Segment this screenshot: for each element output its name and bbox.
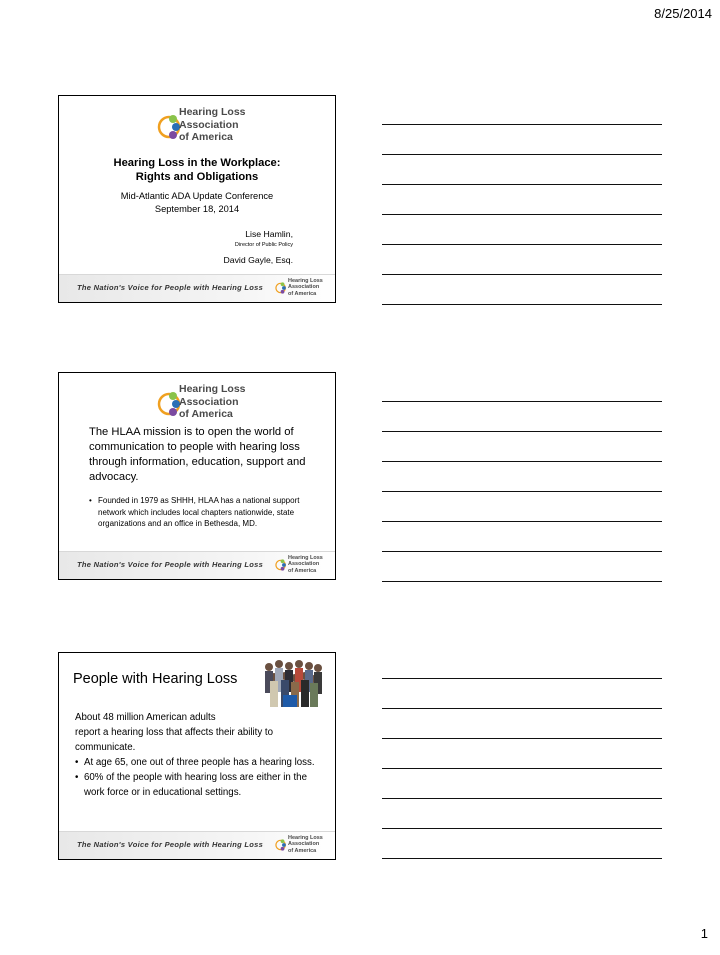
slide-1-subtitle-line-2: September 18, 2014	[154, 203, 240, 214]
slide-1-subtitle-line-1: Mid-Atlantic ADA Update Conference	[120, 191, 274, 201]
slide-1-thumbnail	[58, 95, 336, 303]
note-line	[382, 738, 662, 739]
footer-tagline: The Nation's Voice for People with Hearing Loss	[77, 283, 264, 292]
note-line	[382, 214, 662, 215]
note-line	[382, 304, 662, 305]
presenter-2-name: David Gayle, Esq.	[223, 255, 293, 265]
slide-2-bullet	[89, 495, 320, 530]
note-line	[382, 401, 662, 402]
slide-3-bullet-1-text: At age 65, one out of three people has a hearing loss.	[84, 757, 315, 768]
footer-logo	[275, 834, 331, 856]
note-line	[382, 244, 662, 245]
notes-lines-slide-2	[382, 401, 662, 611]
slide-2-mission-text: The HLAA mission is to open the world of communication to people with hearing loss through information, education, support and advocacy.	[89, 426, 306, 483]
footer-logo-line-1: Hearing Loss	[288, 835, 323, 841]
hlaa-logo	[157, 383, 257, 425]
logo-line-1: Hearing Loss	[179, 106, 246, 118]
note-line	[382, 431, 662, 432]
slide-2-bullet-text: Founded in 1979 as SHHH, HLAA has a national support network which includes local chapters nationwide, state organizations and an office in Bethesda, MD.	[98, 496, 300, 529]
bullet-icon: •	[75, 772, 79, 783]
page-number: 1	[700, 926, 708, 941]
note-line	[382, 798, 662, 799]
note-line	[382, 678, 662, 679]
note-line	[382, 551, 662, 552]
footer-logo-line-1: Hearing Loss	[288, 555, 323, 561]
logo-line-1: Hearing Loss	[179, 383, 246, 395]
footer-logo-line-2: Association	[288, 561, 320, 568]
note-line	[382, 858, 662, 859]
slide-3-bullet-2	[75, 770, 325, 800]
logo-line-2: Association	[179, 118, 239, 131]
footer-logo-line-2: Association	[288, 284, 320, 291]
slide-3-body-line-2: report a hearing loss that affects their ability to communicate.	[75, 727, 273, 753]
note-line	[382, 274, 662, 275]
slide-1-title-line-1: Hearing Loss in the Workplace:	[113, 157, 281, 169]
bullet-icon: •	[75, 757, 79, 768]
slide-3-title: People with Hearing Loss	[73, 671, 238, 687]
slide-footer	[59, 551, 335, 579]
notes-lines-slide-3	[382, 678, 662, 888]
logo-line-3: of America	[179, 408, 233, 420]
slide-footer	[59, 274, 335, 302]
slide-1-subtitle	[59, 190, 335, 215]
slide-3-bullet-2-text: 60% of the people with hearing loss are either in the work force or in educational settings.	[84, 772, 307, 798]
note-line	[382, 708, 662, 709]
note-line	[382, 461, 662, 462]
bullet-icon: •	[89, 496, 92, 505]
slide-footer	[59, 831, 335, 859]
note-line	[382, 154, 662, 155]
group-of-people-photo	[261, 657, 325, 713]
logo-line-2: Association	[179, 395, 239, 408]
footer-tagline: The Nation's Voice for People with Hearing Loss	[77, 840, 264, 849]
footer-logo-line-2: Association	[288, 841, 320, 848]
footer-logo-line-3: of America	[288, 567, 317, 574]
slide-1-title	[59, 156, 335, 184]
footer-logo-line-1: Hearing Loss	[288, 278, 323, 284]
slide-2-thumbnail	[58, 372, 336, 580]
print-date: 8/25/2014	[654, 6, 712, 21]
slide-3-body	[75, 710, 325, 800]
notes-lines-slide-1	[382, 124, 662, 334]
footer-tagline: The Nation's Voice for People with Hearing Loss	[77, 560, 264, 569]
footer-logo	[275, 277, 331, 299]
footer-logo	[275, 554, 331, 576]
presenter-1-name: Lise Hamlin,	[245, 229, 293, 239]
logo-line-3: of America	[179, 131, 233, 143]
hlaa-logo	[157, 106, 257, 148]
note-line	[382, 491, 662, 492]
note-line	[382, 828, 662, 829]
slide-3-bullet-1	[75, 755, 325, 770]
note-line	[382, 581, 662, 582]
slide-3-body-line-1: About 48 million American adults	[75, 712, 216, 723]
note-line	[382, 184, 662, 185]
footer-logo-line-3: of America	[288, 847, 317, 854]
note-line	[382, 521, 662, 522]
footer-logo-line-3: of America	[288, 290, 317, 297]
slide-3-thumbnail	[58, 652, 336, 860]
slide-1-title-line-2: Rights and Obligations	[135, 171, 259, 183]
note-line	[382, 768, 662, 769]
presenter-1-role: Director of Public Policy	[234, 242, 293, 248]
note-line	[382, 124, 662, 125]
